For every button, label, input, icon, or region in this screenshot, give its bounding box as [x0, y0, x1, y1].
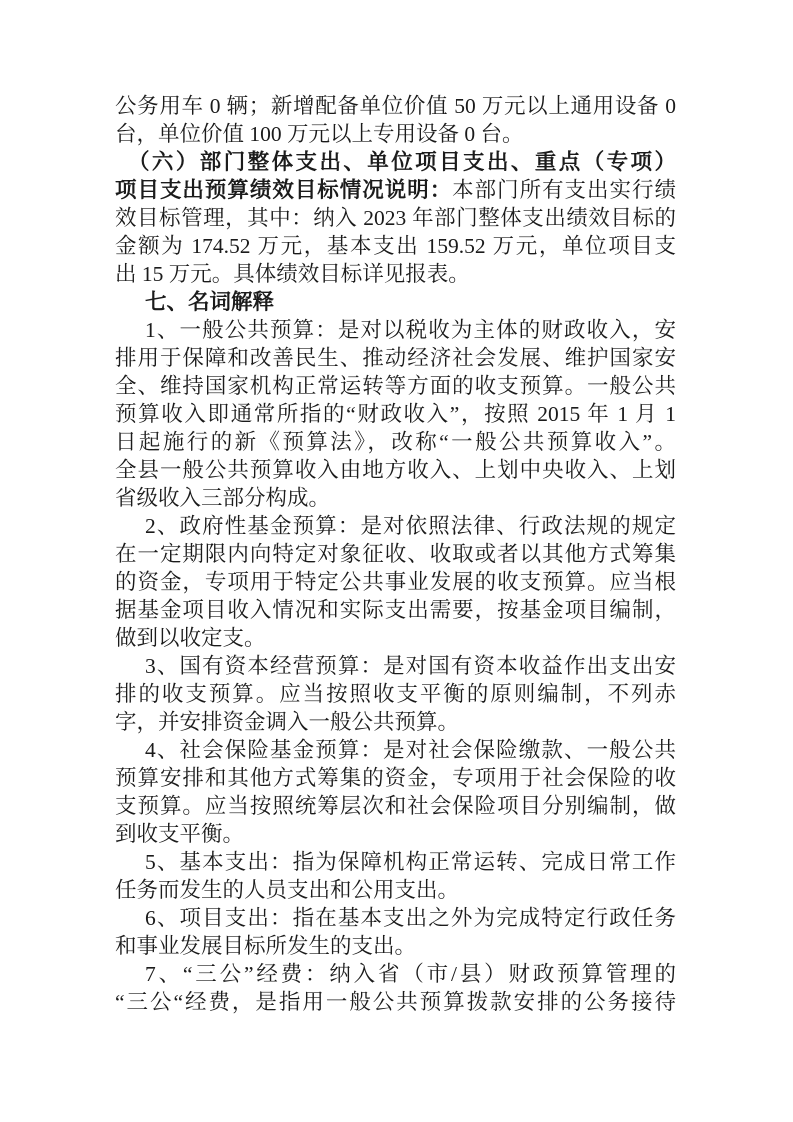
- text-line: [115, 92, 676, 120]
- text-run: 和事业发展目标所发生的支出。: [115, 934, 417, 958]
- text-run: “三公“经费，是指用一般公共预算拨款安排的公务接待: [115, 990, 676, 1014]
- text-run: 字，并安排资金调入一般公共预算。: [115, 710, 460, 734]
- text-line: [115, 876, 676, 904]
- text-run: 日起施行的新《预算法》，改称“一般公共预算收入”。: [115, 430, 676, 454]
- text-line: [115, 512, 676, 540]
- text-line: [115, 764, 676, 792]
- text-line: [115, 820, 676, 848]
- text-line: [115, 372, 676, 400]
- text-line: [115, 428, 676, 456]
- text-line: [115, 960, 676, 988]
- text-line: [115, 540, 676, 568]
- text-line: [115, 260, 676, 288]
- text-line: [115, 904, 676, 932]
- text-line: [115, 596, 676, 624]
- text-run: 6、项目支出：指在基本支出之外为完成特定行政任务: [145, 906, 676, 930]
- text-run-bold: 项目支出预算绩效目标情况说明：: [115, 178, 453, 202]
- text-run: 出 15 万元。具体绩效目标详见报表。: [115, 262, 470, 286]
- text-run: 金额为 174.52 万元，基本支出 159.52 万元，单位项目支: [115, 234, 676, 258]
- text-run: 7、“三公”经费：纳入省（市/县）财政预算管理的: [145, 962, 676, 986]
- text-line: [115, 680, 676, 708]
- text-run: 到收支平衡。: [115, 822, 245, 846]
- text-run: 排的收支预算。应当按照收支平衡的原则编制，不列赤: [115, 682, 676, 706]
- text-line: [115, 848, 676, 876]
- text-run: 任务而发生的人员支出和公用支出。: [115, 878, 460, 902]
- text-line: [115, 204, 676, 232]
- text-run-bold: 七、名词解释: [145, 290, 275, 314]
- text-line: [115, 316, 676, 344]
- text-line: [115, 120, 676, 148]
- text-line: [115, 708, 676, 736]
- text-run: 据基金项目收入情况和实际支出需要，按基金项目编制，: [115, 598, 676, 622]
- document-content: [115, 92, 676, 1016]
- text-line: [115, 176, 676, 204]
- text-run: 2、政府性基金预算：是对依照法律、行政法规的规定: [145, 514, 676, 538]
- text-run: 本部门所有支出实行绩: [452, 178, 676, 202]
- text-run: 做到以收定支。: [115, 626, 266, 650]
- text-run-bold: （六）部门整体支出、单位项目支出、重点（专项）: [128, 150, 676, 174]
- text-run: 3、国有资本经营预算：是对国有资本收益作出支出安: [145, 654, 676, 678]
- text-line: [115, 736, 676, 764]
- text-line: [115, 932, 676, 960]
- text-run: 公务用车 0 辆；新增配备单位价值 50 万元以上通用设备 0: [115, 94, 676, 118]
- text-line: [115, 400, 676, 428]
- text-line: [115, 792, 676, 820]
- text-run: 1、一般公共预算：是对以税收为主体的财政收入，安: [145, 318, 676, 342]
- text-run: 的资金，专项用于特定公共事业发展的收支预算。应当根: [115, 570, 676, 594]
- text-line: [115, 288, 676, 316]
- text-line: [115, 148, 676, 176]
- text-run: 排用于保障和改善民生、推动经济社会发展、维护国家安: [115, 346, 676, 370]
- text-run: 全、维持国家机构正常运转等方面的收支预算。一般公共: [115, 374, 676, 398]
- text-run: 5、基本支出：指为保障机构正常运转、完成日常工作: [145, 850, 676, 874]
- text-run: 台，单位价值 100 万元以上专用设备 0 台。: [115, 122, 524, 146]
- text-line: [115, 344, 676, 372]
- text-run: 支预算。应当按照统筹层次和社会保险项目分别编制，做: [115, 794, 676, 818]
- text-run: 预算收入即通常所指的“财政收入”，按照 2015 年 1 月 1: [115, 402, 676, 426]
- text-run: 4、社会保险基金预算：是对社会保险缴款、一般公共: [145, 738, 676, 762]
- text-run: 在一定期限内向特定对象征收、收取或者以其他方式筹集: [115, 542, 676, 566]
- text-line: [115, 484, 676, 512]
- text-line: [115, 652, 676, 680]
- text-run: 效目标管理，其中：纳入 2023 年部门整体支出绩效目标的: [115, 206, 676, 230]
- text-run: 省级收入三部分构成。: [115, 486, 331, 510]
- text-line: [115, 232, 676, 260]
- text-line: [115, 568, 676, 596]
- text-run: 预算安排和其他方式筹集的资金，专项用于社会保险的收: [115, 766, 676, 790]
- text-line: [115, 988, 676, 1016]
- text-line: [115, 456, 676, 484]
- text-line: [115, 624, 676, 652]
- text-run: 全县一般公共预算收入由地方收入、上划中央收入、上划: [115, 458, 676, 482]
